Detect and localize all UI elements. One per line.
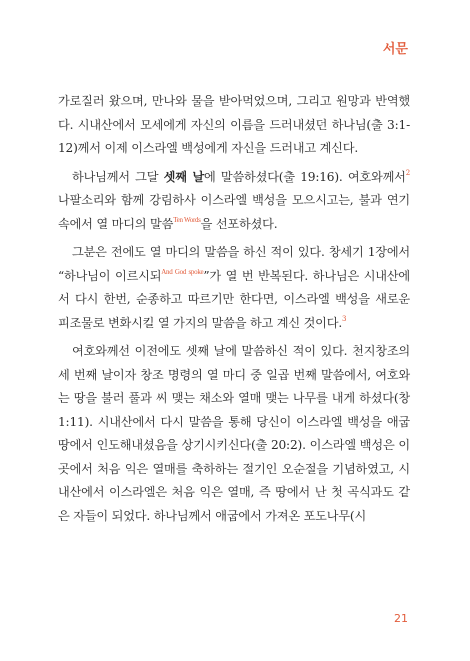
paragraph-2-part-4: 을 선포하셨다. xyxy=(200,216,278,231)
emphasis-third-day: 셋째 날 xyxy=(163,169,205,184)
paragraph-4: 여호와께선 이전에도 셋째 날에 말씀하신 적이 있다. 천지창조의 세 번째 날이자 창조 명령의 열 마디 중 일곱 번째 말씀에서, 여호와는 땅을 불러 풀과 씨 맺는 채소와 열매 맺는 나무를 내게 하셨다(창 1:11). 시내산에서 다시 말씀을 통해 당신이 이스라엘 백성을 애굽 땅에서 인도해내셨음을 상기시키신다(출 20:2). 이스라엘 백성은 이곳에서 처음 익은 열매를 축하하는 절기인 오순절을 기념하였고, 시내산에서 이스라엘은 처음 익은 열매, 즉 땅에서 난 첫 곡식과도 같은 자들이 되었다. 하나님께서 애굽에서 가져온 포도나무(시 xyxy=(58,344,410,523)
paragraph-2-part-3: 나팔소리와 함께 강림하사 이스라엘 백성을 모으시고는, 불과 연기 속에서 열 마디의 말씀 xyxy=(58,193,410,231)
paragraph-2 xyxy=(58,166,410,237)
section-title: 서문 xyxy=(382,42,408,57)
page-number: 21 xyxy=(394,612,408,625)
footnote-marker-2: 2 xyxy=(405,168,410,177)
paragraph-2-part-1: 하나님께서 그달 xyxy=(72,169,164,184)
paragraph-1: 가로질러 왔으며, 만나와 물을 받아먹었으며, 그리고 원망과 반역했다. 시내산에서 모세에게 자신의 이름을 드러내셨던 하나님(출 3:1-12)께서 이제 이스라엘 백성에게 자신을 드러내고 계신다. xyxy=(58,94,410,155)
english-gloss-ten-words: Ten Words xyxy=(173,215,201,224)
footnote-marker-3: 3 xyxy=(342,314,347,323)
body-text xyxy=(58,90,410,533)
paragraph-3 xyxy=(58,241,410,335)
english-gloss-and-god-spoke: And God spoke xyxy=(161,267,204,276)
paragraph-3-part-2: ”가 열 번 반복된다. 하나님은 시내산에서 다시 한번, 순종하고 따르기만 한다면, 이스라엘 백성을 새로운 피조물로 변화시킬 열 가지의 말씀을 하고 계신 것이다. xyxy=(58,268,411,330)
paragraph-2-part-2: 에 말씀하셨다(출 19:16). 여호와께서 xyxy=(204,169,406,184)
paragraph-3-part-1: 그분은 전에도 열 마디의 말씀을 하신 적이 있다. 창세기 1장에서 “하나님이 이르시되 xyxy=(58,245,410,283)
